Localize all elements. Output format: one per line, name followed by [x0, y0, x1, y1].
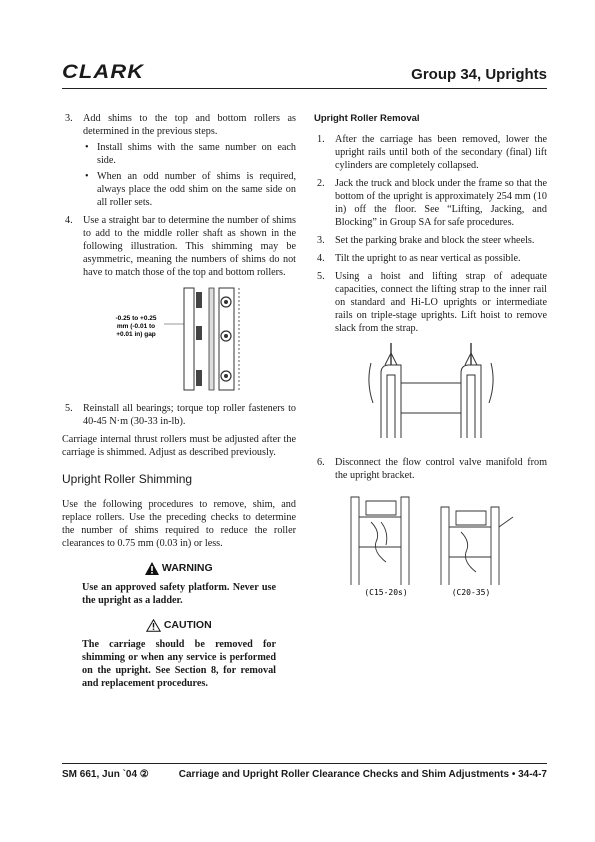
removal-step: [314, 270, 547, 335]
page-group-title: Group 34, Uprights: [411, 66, 547, 83]
left-column: [62, 112, 296, 702]
footer-rule: [62, 763, 547, 764]
flow-control-manifold-figure: [341, 487, 521, 597]
step-number: 4.: [65, 215, 73, 226]
middle-roller-gap-figure: [84, 284, 274, 394]
lifting-strap-figure: [351, 343, 511, 438]
step-text: Disconnect the flow control valve manifold from the upright bracket.: [335, 457, 547, 481]
step-number: 2.: [317, 178, 325, 189]
removal-steps-continued: [314, 456, 547, 482]
figure-caption: (C20-35): [451, 588, 490, 597]
left-steps: [62, 112, 296, 279]
gap-label-line: mm (-0.01 to: [116, 323, 156, 330]
step-number: 5.: [317, 271, 325, 282]
shim-bullets: [83, 141, 296, 209]
gap-label-line: -0.25 to +0.25: [115, 315, 157, 322]
caution-icon: [146, 619, 161, 632]
warning-icon: [145, 562, 159, 575]
subsection-heading: Upright Roller Removal: [314, 113, 420, 124]
thrust-roller-note: Carriage internal thrust rollers must be adjusted after the carriage is shimmed. Adjust as described previously.: [62, 434, 296, 458]
removal-step: [314, 456, 547, 482]
removal-step: [314, 252, 547, 265]
step-text: Reinstall all bearings; torque top roller fasteners to 40-45 N·m (30-33 in-lb).: [83, 403, 296, 427]
caution-text: The carriage should be removed for shimming or when any service is performed on the upright. See Section 8, for removal and replacement procedures.: [82, 639, 276, 690]
gap-label-line: +0.01 in) gap: [116, 331, 156, 338]
step-4: [62, 214, 296, 279]
removal-step: [314, 177, 547, 229]
step-5: [62, 402, 296, 428]
clark-logo: CLARK: [62, 62, 145, 83]
step-number: 3.: [65, 113, 73, 124]
right-column: [314, 112, 547, 597]
warning-label: WARNING: [161, 562, 213, 575]
step-number: 1.: [317, 134, 325, 145]
step-text: Using a hoist and lifting strap of adequate capacities, connect the lifting strap to the inner rail on standard and Hi-LO uprights or intermediate rails on triple-stage uprights. Lift hoist to remove slack from the strap.: [335, 271, 547, 334]
step-text: Add shims to the top and bottom rollers as determined in the previous steps.: [83, 113, 296, 137]
step-number: 6.: [317, 457, 325, 468]
warning-text: Use an approved safety platform. Never use the upright as a ladder.: [82, 582, 276, 607]
step-number: 4.: [317, 253, 325, 264]
caution-label: CAUTION: [163, 619, 212, 632]
removal-step: [314, 234, 547, 247]
step-text: Jack the truck and block under the frame so that the bottom of the upright is approximately 254 mm (10 in) off the floor. See “Lifting, Jacking, and Blocking” in Group SA for safe procedures.: [335, 178, 547, 228]
step-text: Set the parking brake and block the steer wheels.: [335, 235, 535, 246]
step-number: 3.: [317, 235, 325, 246]
footer-manual-id: SM 661, Jun `04 ②: [62, 769, 149, 780]
step-text: Tilt the upright to as near vertical as possible.: [335, 253, 521, 264]
header-rule: [62, 88, 547, 89]
figure-caption: (C15-20s): [363, 588, 408, 597]
removal-step: [314, 133, 547, 172]
warning-notice: [62, 562, 296, 575]
caution-notice: [62, 619, 296, 632]
intro-paragraph: Use the following procedures to remove, shim, and replace rollers. Use the preceding checks to determine the number of shims required to reduce the roller clearances to 0.75 mm (0.03 in) or less.: [62, 499, 296, 549]
footer-page-title: Carriage and Upright Roller Clearance Checks and Shim Adjustments • 34-4-7: [178, 769, 547, 780]
section-heading: Upright Roller Shimming: [62, 472, 193, 486]
step-text: Use a straight bar to determine the number of shims to add to the middle roller shaft as shown in the following illustration. This shimming may be asymmetric, meaning the numbers of shims do not have to match those of the top and bottom rollers.: [83, 215, 296, 278]
removal-steps: [314, 133, 547, 335]
step-number: 5.: [65, 403, 73, 414]
bullet-item: • When an odd number of shims is required, always place the odd shim on the same side on all roller sets.: [83, 170, 296, 209]
step-text: After the carriage has been removed, lower the upright rails until both of the secondary (final) lift cylinders are completely collapsed.: [335, 134, 547, 171]
step-3: [62, 112, 296, 209]
bullet-item: • Install shims with the same number on each side.: [83, 141, 296, 167]
left-steps-continued: [62, 402, 296, 428]
